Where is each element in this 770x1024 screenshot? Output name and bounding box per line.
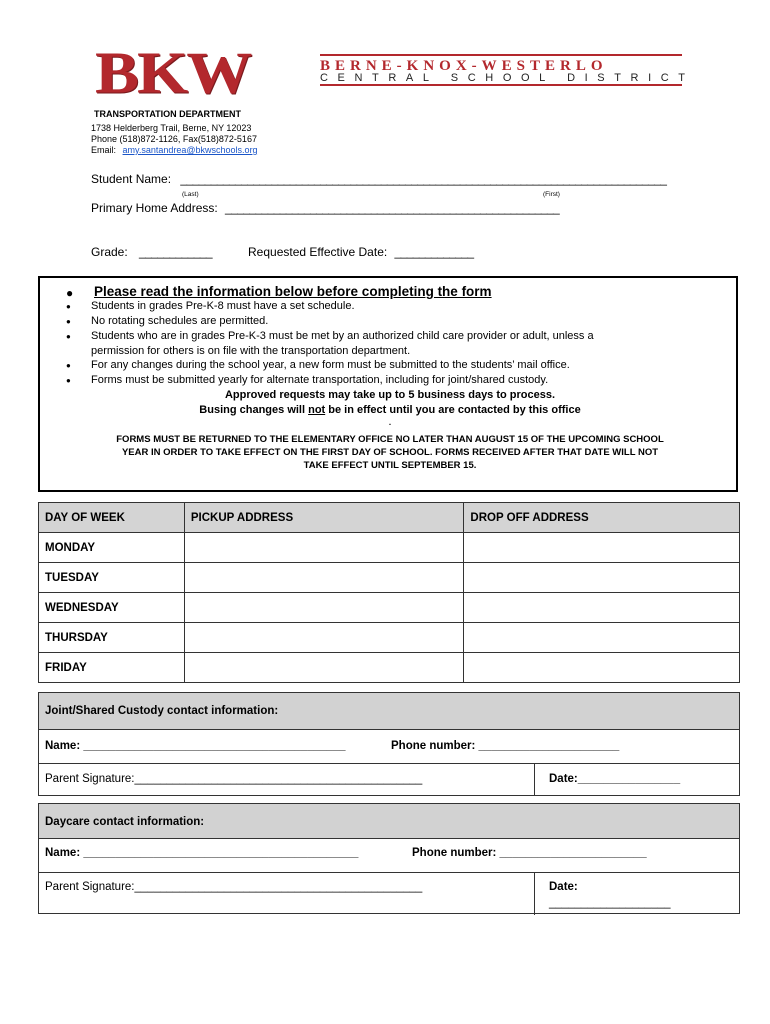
- approval-note: Approved requests may take up to 5 business days to process.: [224, 389, 556, 401]
- daycare-name-row: [39, 839, 739, 873]
- notice-bullet: No rotating schedules are permitted.: [91, 315, 269, 327]
- daycare-signature-field[interactable]: Parent Signature:_____________________________________________: [45, 881, 423, 893]
- daycare-date-label: Date:: [549, 881, 578, 893]
- joint-custody-box: [38, 692, 740, 796]
- forms-deadline-line-3: TAKE EFFECT UNTIL SEPTEMBER 15.: [303, 460, 477, 471]
- busing-not: not: [308, 404, 326, 416]
- dropoff-address-cell[interactable]: [464, 563, 740, 593]
- busing-note: [40, 404, 740, 416]
- header-pickup-address: PICKUP ADDRESS: [184, 503, 464, 533]
- busing-pre: Busing changes will: [199, 404, 309, 416]
- signature-divider: [534, 764, 535, 796]
- table-row: [39, 533, 740, 563]
- day-label: MONDAY: [39, 533, 185, 563]
- notice-bullet-continuation: permission for others is on file with the transportation department.: [91, 345, 411, 357]
- home-address-line[interactable]: _______________________________________________________: [225, 201, 560, 215]
- effective-date-label: Requested Effective Date:: [248, 245, 388, 259]
- busing-post: be in effect until you are contacted by this office: [325, 404, 581, 416]
- daycare-name-field[interactable]: Name: ___________________________________________: [45, 847, 359, 859]
- day-label: FRIDAY: [39, 653, 185, 683]
- pickup-address-cell[interactable]: [184, 563, 464, 593]
- effective-date-field[interactable]: [248, 245, 474, 259]
- district-name: BERNE-KNOX-WESTERLO: [320, 58, 608, 74]
- last-name-hint: (Last): [182, 191, 199, 198]
- logo-rule-bottom: [320, 84, 682, 86]
- email-label: Email:: [91, 145, 117, 155]
- daycare-box: [38, 803, 740, 914]
- department-phone: Phone (518)872-1126, Fax(518)872-5167: [91, 134, 257, 144]
- home-address-field[interactable]: [91, 201, 559, 215]
- joint-custody-signature-row: [39, 764, 739, 796]
- day-label: TUESDAY: [39, 563, 185, 593]
- department-address: 1738 Helderberg Trail, Berne, NY 12023: [91, 123, 252, 133]
- daycare-signature-row: [39, 873, 739, 915]
- notice-bullet: Students in grades Pre-K-8 must have a set schedule.: [91, 300, 355, 312]
- dropoff-address-cell[interactable]: [464, 653, 740, 683]
- day-label: THURSDAY: [39, 623, 185, 653]
- signature-divider: [534, 873, 535, 915]
- table-row: [39, 623, 740, 653]
- email-link[interactable]: amy.santandrea@bkwschools.org: [122, 145, 258, 155]
- bullet-icon: ●: [66, 376, 71, 385]
- student-name-label: Student Name:: [91, 172, 172, 186]
- notice-dot: .: [388, 418, 392, 427]
- header-dropoff-address: DROP OFF ADDRESS: [464, 503, 740, 533]
- daycare-date-field[interactable]: ___________________: [549, 897, 671, 909]
- dropoff-address-cell[interactable]: [464, 593, 740, 623]
- bullet-icon: ●: [66, 286, 74, 300]
- home-address-label: Primary Home Address:: [91, 201, 218, 215]
- first-name-hint: (First): [543, 191, 560, 198]
- bullet-icon: ●: [66, 317, 71, 326]
- day-label: WEDNESDAY: [39, 593, 185, 623]
- schedule-table: [38, 502, 740, 683]
- effective-date-line[interactable]: _____________: [394, 245, 474, 259]
- bullet-icon: ●: [66, 302, 71, 311]
- notice-bullet: Students who are in grades Pre-K-3 must be met by an authorized child care provider or adult, unless a: [91, 330, 594, 342]
- district-subtitle: CENTRAL SCHOOL DISTRICT: [320, 72, 695, 84]
- daycare-phone-field[interactable]: Phone number: _______________________: [412, 847, 647, 859]
- logo-rule-top: [320, 54, 682, 56]
- grade-label: Grade:: [91, 245, 128, 259]
- joint-custody-title: Joint/Shared Custody contact information:: [39, 693, 739, 730]
- table-row: [39, 593, 740, 623]
- department-email-row: [91, 145, 258, 155]
- notice-bullet: For any changes during the school year, a new form must be submitted to the students’ mail office.: [91, 359, 570, 371]
- dropoff-address-cell[interactable]: [464, 533, 740, 563]
- table-row: [39, 653, 740, 683]
- grade-line[interactable]: ____________: [139, 245, 212, 259]
- table-row: [39, 563, 740, 593]
- student-name-field[interactable]: [91, 172, 666, 186]
- notice-bullet: Forms must be submitted yearly for alternate transportation, including for joint/shared custody.: [91, 374, 549, 386]
- pickup-address-cell[interactable]: [184, 533, 464, 563]
- joint-signature-field[interactable]: Parent Signature:_____________________________________________: [45, 773, 423, 785]
- joint-phone-field[interactable]: Phone number: ______________________: [391, 740, 620, 752]
- notice-title: Please read the information below before completing the form: [94, 284, 492, 299]
- dropoff-address-cell[interactable]: [464, 623, 740, 653]
- pickup-address-cell[interactable]: [184, 653, 464, 683]
- student-name-line[interactable]: ________________________________________________________________________________: [180, 172, 667, 186]
- pickup-address-cell[interactable]: [184, 623, 464, 653]
- forms-deadline-line-2: YEAR IN ORDER TO TAKE EFFECT ON THE FIRST DAY OF SCHOOL. FORMS RECEIVED AFTER THAT DATE WILL NOT: [121, 447, 659, 458]
- bkw-logo: BKW: [95, 40, 251, 107]
- bullet-icon: ●: [66, 361, 71, 370]
- bullet-icon: ●: [66, 332, 71, 341]
- joint-custody-name-row: [39, 730, 739, 764]
- grade-field[interactable]: [91, 245, 212, 259]
- forms-deadline-line-1: FORMS MUST BE RETURNED TO THE ELEMENTARY OFFICE NO LATER THAN AUGUST 15 OF THE UPCOMING SCHOOL: [116, 434, 664, 445]
- schedule-header-row: [39, 503, 740, 533]
- joint-name-field[interactable]: Name: _________________________________________: [45, 740, 346, 752]
- joint-date-field[interactable]: Date:________________: [549, 773, 681, 785]
- pickup-address-cell[interactable]: [184, 593, 464, 623]
- daycare-title: Daycare contact information:: [39, 804, 739, 839]
- department-title: TRANSPORTATION DEPARTMENT: [94, 109, 241, 119]
- header-day-of-week: DAY OF WEEK: [39, 503, 185, 533]
